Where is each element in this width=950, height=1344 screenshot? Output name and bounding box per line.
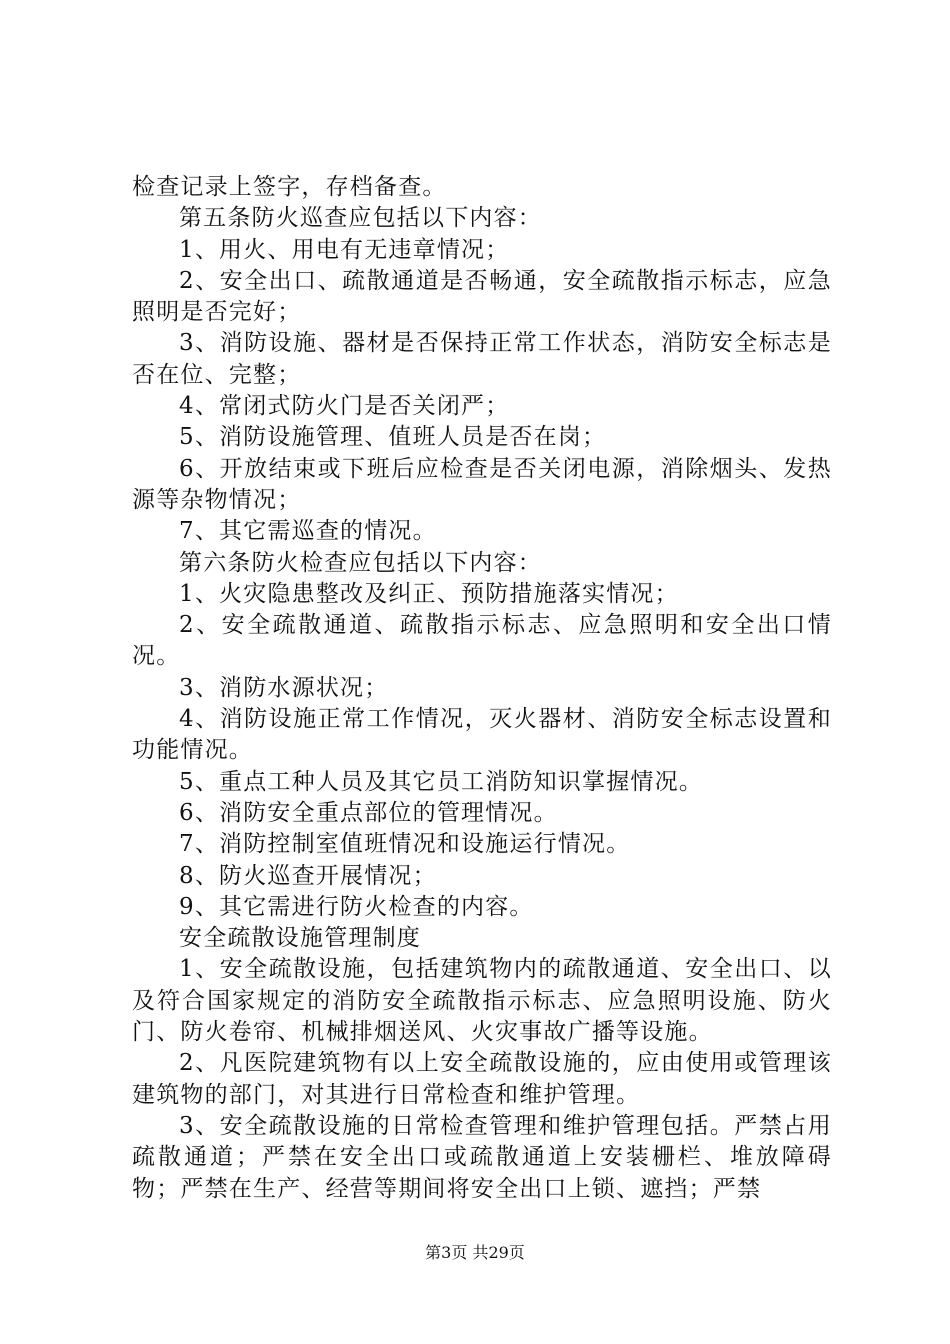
paragraph: 2、凡医院建筑物有以上安全疏散设施的，应由使用或管理该建筑物的部门，对其进行日常检查和维护管理。: [132, 1050, 832, 1108]
paragraph: 3、消防水源状况；: [179, 674, 389, 701]
paragraph: 5、重点工种人员及其它员工消防知识掌握情况。: [179, 768, 704, 795]
paragraph: 第五条防火巡查应包括以下内容：: [179, 205, 542, 232]
paragraph: 6、消防安全重点部位的管理情况。: [179, 799, 558, 826]
paragraph: 9、其它需进行防火检查的内容。: [179, 893, 534, 920]
paragraph: 3、安全疏散设施的日常检查管理和维护管理包括。严禁占用疏散通道；严禁在安全出口或疏散通道上安装栅栏、堆放障碍物；严禁在生产、经营等期间将安全出口上锁、遮挡；严禁: [132, 1112, 832, 1202]
paragraph: 7、其它需巡查的情况。: [179, 518, 437, 545]
paragraph: 3、消防设施、器材是否保持正常工作状态，消防安全标志是否在位、完整；: [132, 330, 832, 388]
paragraph: 2、安全疏散通道、疏散指示标志、应急照明和安全出口情况。: [132, 612, 832, 670]
paragraph: 检查记录上签字，存档备查。: [132, 174, 447, 200]
paragraph: 6、开放结束或下班后应检查是否关闭电源，消除烟头、发热源等杂物情况；: [132, 455, 832, 513]
page-number-footer: 第3页 共29页: [425, 1243, 525, 1262]
paragraph: 4、消防设施正常工作情况，灭火器材、消防安全标志设置和功能情况。: [132, 706, 832, 764]
paragraph: 7、消防控制室值班情况和设施运行情况。: [179, 831, 631, 858]
paragraph: 2、安全出口、疏散通道是否畅通，安全疏散指示标志，应急照明是否完好；: [132, 267, 832, 326]
paragraph: 4、常闭式防火门是否关闭严；: [179, 393, 510, 420]
paragraph: 8、防火巡查开展情况；: [179, 862, 437, 889]
paragraph: 1、火灾隐患整改及纠正、预防措施落实情况；: [179, 580, 679, 607]
document-body: [132, 172, 832, 1205]
section-heading: 安全疏散设施管理制度: [179, 925, 421, 952]
paragraph: 1、安全疏散设施，包括建筑物内的疏散通道、安全出口、以及符合国家规定的消防安全疏散指示标志、应急照明设施、防火门、防火卷帘、机械排烟送风、火灾事故广播等设施。: [132, 956, 832, 1046]
paragraph: 第六条防火检查应包括以下内容：: [179, 549, 542, 576]
paragraph: 5、消防设施管理、值班人员是否在岗；: [179, 424, 607, 451]
paragraph: 1、用火、用电有无违章情况；: [179, 236, 510, 263]
